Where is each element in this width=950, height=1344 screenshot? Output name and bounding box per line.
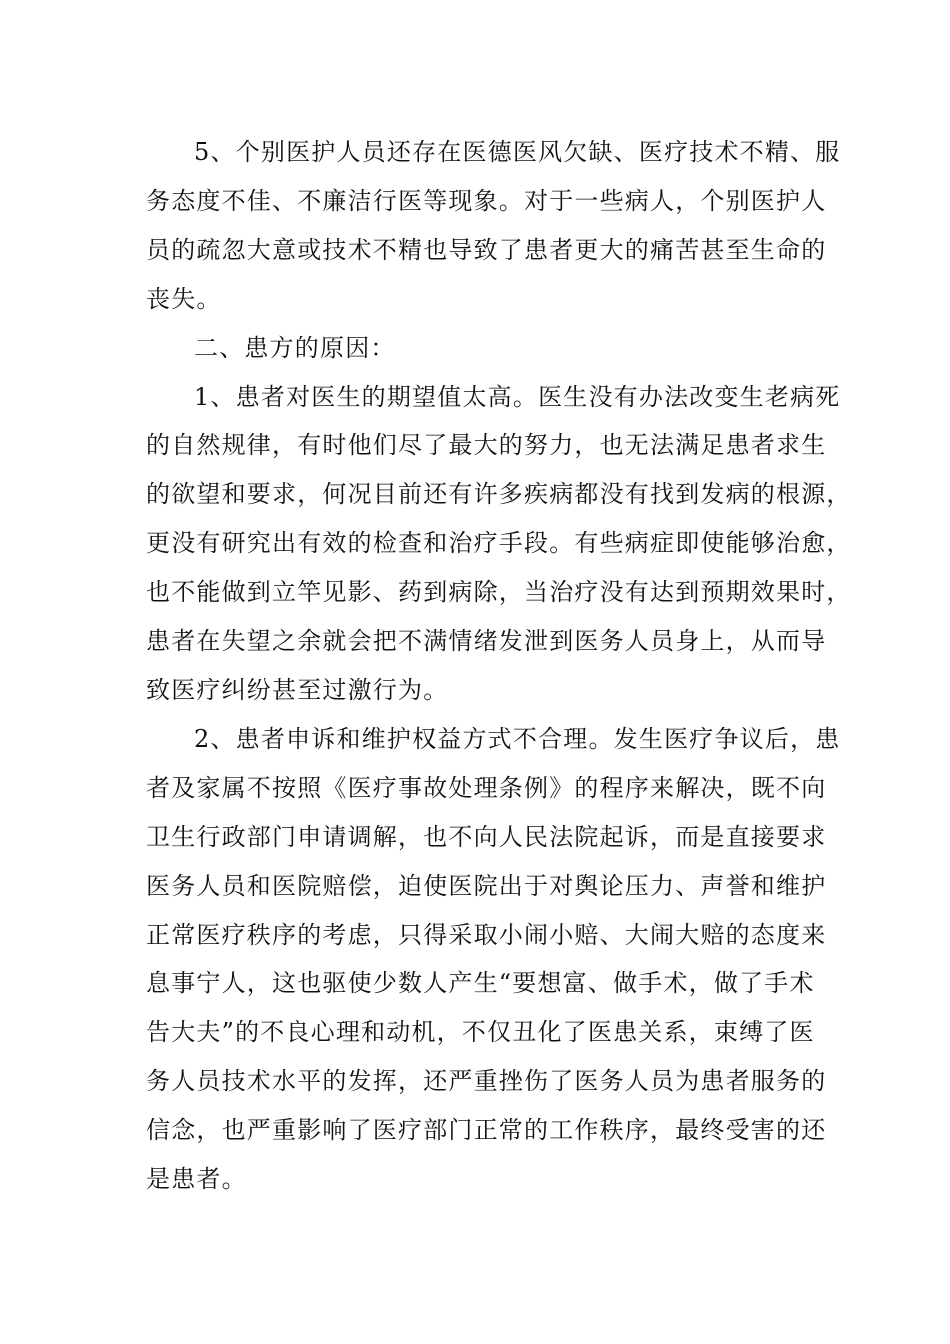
text-line: 也不能做到立竿见影、药到病除，当治疗没有达到预期效果时， [146, 578, 852, 607]
text-line: 正常医疗秩序的考虑，只得采取小闹小赔、大闹大赔的态度来 [146, 920, 827, 949]
text-line: 是患者。 [146, 1165, 247, 1194]
text-line: 致医疗纠纷甚至过激行为。 [146, 675, 449, 704]
text-line: 员的疏忽大意或技术不精也导致了患者更大的痛苦甚至生命的 [146, 235, 827, 264]
paragraph-3 [146, 373, 852, 715]
text-line: 的欲望和要求，何况目前还有许多疾病都没有找到发病的根源， [146, 480, 852, 509]
section-heading [146, 324, 796, 373]
text-line: 医务人员和医院赔偿，迫使医院出于对舆论压力、声誉和维护 [146, 871, 827, 900]
text-line: 息事宁人，这也驱使少数人产生“要想富、做手术，做了手术 [146, 969, 815, 998]
text-line: 者及家属不按照《医疗事故处理条例》的程序来解决，既不向 [146, 773, 827, 802]
text-line: 卫生行政部门申请调解，也不向人民法院起诉，而是直接要求 [146, 822, 827, 851]
text-line: 务人员技术水平的发挥，还严重挫伤了医务人员为患者服务的 [146, 1067, 827, 1096]
document-body [146, 128, 852, 1204]
text-line: 二、患方的原因： [194, 333, 396, 362]
text-line: 5、个别医护人员还存在医德医风欠缺、医疗技术不精、服 [194, 138, 841, 166]
text-line: 的自然规律，有时他们尽了最大的努力，也无法满足患者求生 [146, 431, 827, 460]
text-line: 1、患者对医生的期望值太高。医生没有办法改变生老病死 [194, 382, 841, 411]
text-line: 告大夫”的不良心理和动机，不仅丑化了医患关系，束缚了医 [146, 1018, 815, 1047]
text-line: 更没有研究出有效的检查和治疗手段。有些病症即使能够治愈， [146, 529, 852, 558]
text-line: 信念，也严重影响了医疗部门正常的工作秩序，最终受害的还 [146, 1116, 827, 1145]
text-line: 患者在失望之余就会把不满情绪发泄到医务人员身上，从而导 [146, 627, 827, 656]
paragraph-4 [146, 715, 841, 1204]
paragraph-1 [146, 128, 841, 324]
text-line: 2、患者申诉和维护权益方式不合理。发生医疗争议后，患 [194, 724, 841, 753]
text-line: 丧失。 [146, 284, 222, 313]
text-line: 务态度不佳、不廉洁行医等现象。对于一些病人，个别医护人 [146, 186, 827, 215]
